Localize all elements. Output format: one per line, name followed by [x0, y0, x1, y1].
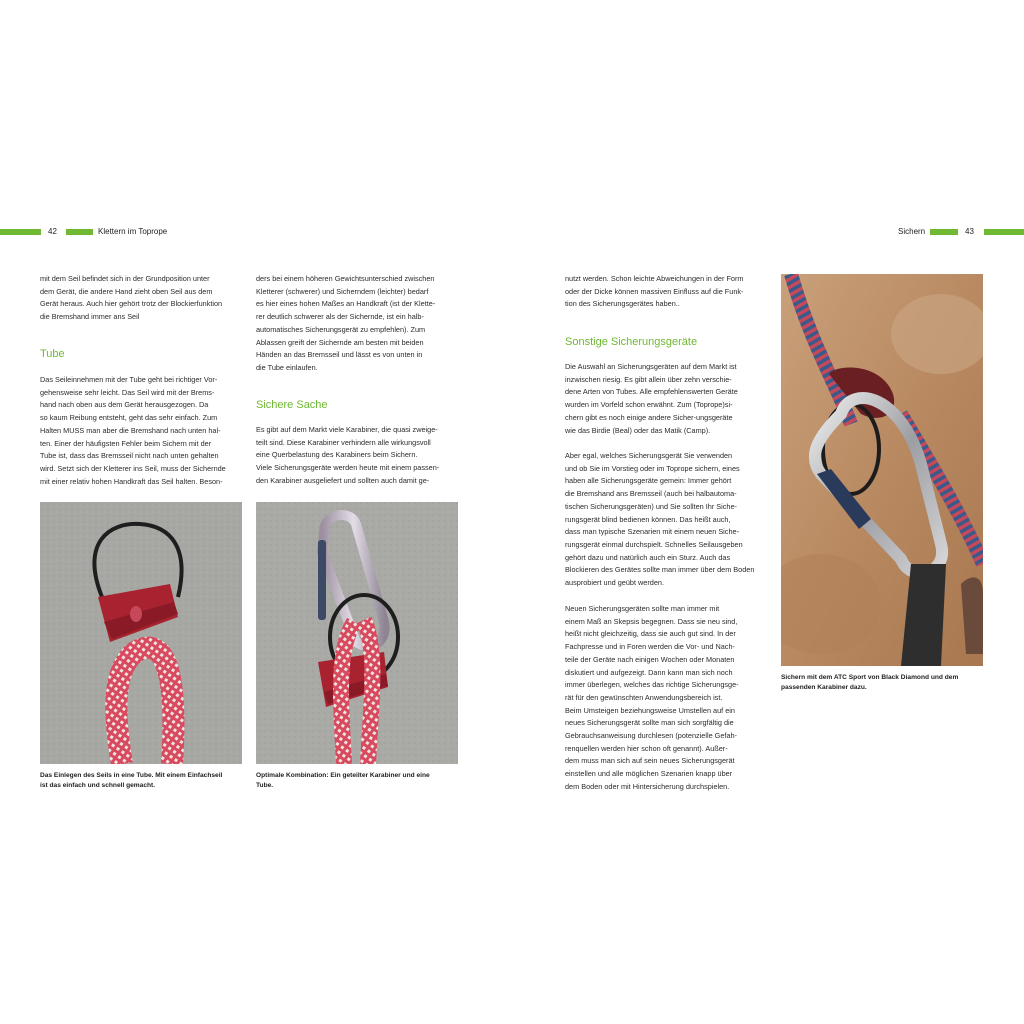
photo-atc-illustration: [781, 274, 983, 666]
header-bar-right: [984, 229, 1024, 235]
left-page-number: 42: [48, 227, 57, 236]
heading-sichere-sache: Sichere Sache: [256, 399, 328, 411]
caption-photo3: Sichern mit dem ATC Sport von Black Diamond und dem passenden Karabiner dazu.: [781, 674, 959, 691]
photo-karabiner-illustration: [256, 502, 458, 764]
header-bar-right-short: [930, 229, 958, 235]
photo-tube-rope-insertion: [40, 502, 242, 764]
caption-photo1: Das Einlegen des Seils in eine Tube. Mit einem Einfachseil ist das einfach und schnell gemacht.: [40, 772, 223, 789]
col1-tube-text: Das Seileinnehmen mit der Tube geht bei richtiger Vor- gehensweise sehr leicht. Das Seil wird mit der Brems- hand nach oben aus dem Gerät herausgezogen. Da so kaum Reibung entsteht, geht das sehr einfach. Zum Halten MUSS man aber die Bremshand nach unten hal- ten. Einer der häufigsten Fehler beim Sichern mit der Tube ist, dass das Bremsseil nicht nach unten gehalten wird. Setzt sich der Kletterer ins Seil, muss der Sichernde mit einer relativ hohen Handkraft das Seil halten. Beson-: [40, 375, 226, 486]
heading-tube: Tube: [40, 348, 65, 360]
photo-karabiner-tube: [256, 502, 458, 764]
col2-intro-text: ders bei einem höheren Gewichtsunterschied zwischen Kletterer (schwerer) und Sicherndem (leichter) bedarf es hier eines hohen Maßes an Handkraft (ist der Klette- rer deutlich schwerer als der Sichernde, ist ein halb- automatisches Sicherungsgerät zu empfehlen). Zum Ablassen greift der Sichernde am besten mit beiden Händen an das Bremsseil und lässt es von unten in die Tube einlaufen.: [256, 274, 436, 372]
heading-sonstige-sicherungsgeraete: Sonstige Sicherungsgeräte: [565, 336, 698, 348]
col3-para2: Aber egal, welches Sicherungsgerät Sie verwenden und ob Sie im Vorstieg oder im Toprope sichern, eines haben alle Sicherungsgeräte gemein: Immer gehört die Bremshand ans Bremsseil (auch bei halbautoma- tischen Sicherungsgeräten) und Sie sollten Ihr Siche- rungsgerät blind bedienen können. Das heißt auch, dass man typische Szenarien mit einem neuen Siche- rungsgerät einmal durchspielt. Schnelles Seilausgeben gehört dazu und natürlich auch ein Sturz. Auch das Blockieren des Gerätes sollte man immer über dem Boden ausprobiert und geübt werden.: [565, 451, 755, 588]
col3-intro-text: nutzt werden. Schon leichte Abweichungen in der Form oder der Dicke können massiven Einfluss auf die Funk- tion des Sicherungsgerätes haben..: [565, 274, 744, 309]
col3-para3: Neuen Sicherungsgeräten sollte man immer mit einem Maß an Skepsis begegnen. Dass sie neu sind, heißt nicht gleichzeitig, dass sie auch gut sind. In der Fachpresse und in Foren werden die Vor- und Nach- teile der Geräte nach einigen Wochen oder Monaten diskutiert und aufgezeigt. Dann kann man sich noch immer überlegen, welches das richtige Sicherungsge- rät für den gewünschten Anwendungsbereich ist. Beim Umsteigen beziehungsweise Umstellen auf ein neues Sicherungsgerät sollte man sich sorgfältig die Gebrauchsanweisung durchlesen (potenzielle Gefah- renquellen werden hier schon oft genannt). Außer- dem muss man sich auf sein neues Sicherungsgerät einstellen und alle möglichen Szenarien knapp über dem Boden oder mit Hintersicherung durchspielen.: [565, 604, 739, 791]
caption-photo2: Optimale Kombination: Ein geteilter Karabiner und eine Tube.: [256, 772, 430, 789]
col2-sichere-sache-text: Es gibt auf dem Markt viele Karabiner, die quasi zweige- teilt sind. Diese Karabiner verhindern alle wirkungsvoll eine Querbelastung des Karabiners beim Sichern. Viele Sicherungsgeräte werden heute mit einem passen- den Karabiner ausgeliefert und sollten auch damit ge-: [256, 425, 440, 485]
col3-para1: Die Auswahl an Sicherungsgeräten auf dem Markt ist inzwischen riesig. Es gibt allein über zehn verschie- dene Arten von Tubes. Alle empfehlenswerten Geräte wurden im Vorfeld schon erwähnt. Zum (Toprope)si- chern gibt es noch einige andere Sicher-ungsgeräte wie das Birdie (Beal) oder das Matik (Camp).: [565, 362, 738, 435]
col1-intro-text: mit dem Seil befindet sich in der Grundposition unter dem Gerät, die andere Hand zieht oben Seil aus dem Gerät heraus. Auch hier gehört trotz der Blockierfunktion die Bremshand immer ans Seil: [40, 274, 223, 322]
left-running-title: Klettern im Toprope: [98, 227, 168, 236]
photo-atc-sport: [781, 274, 983, 666]
right-running-title: Sichern: [898, 227, 926, 236]
header-bar-left: [0, 229, 41, 235]
header-bar-left-short: [66, 229, 93, 235]
right-page-number: 43: [965, 227, 974, 236]
photo-tube-illustration: [40, 502, 242, 764]
